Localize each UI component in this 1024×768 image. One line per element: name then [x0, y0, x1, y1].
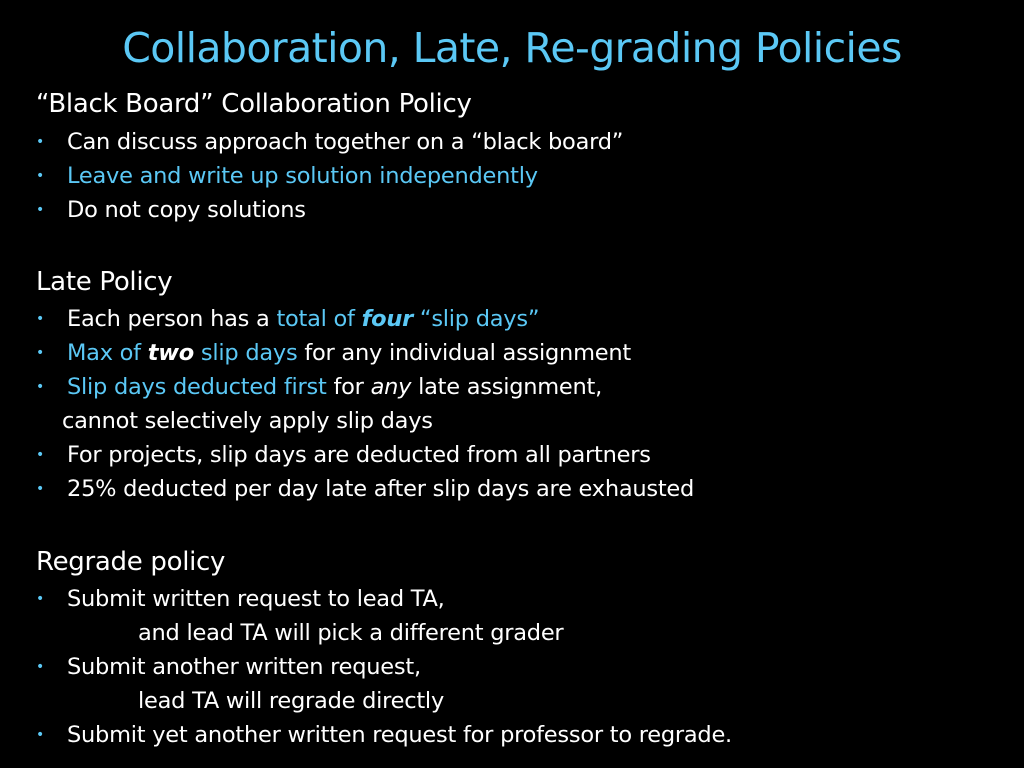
bullet-dot-icon: • — [36, 202, 45, 218]
highlight-text: Slip days deducted first — [67, 374, 327, 400]
text-run: for — [326, 374, 371, 400]
continuation-text: and lead TA will pick a different grader — [138, 620, 564, 646]
bullet-dot-icon: • — [36, 727, 45, 743]
late-policy-heading: Late Policy — [36, 267, 173, 297]
bullet-dot-icon: • — [36, 379, 45, 395]
bullet-dot-icon: • — [36, 659, 45, 675]
text-run: for any individual assignment — [297, 340, 631, 366]
bullet-dot-icon: • — [36, 591, 45, 607]
emphasis-text: two — [147, 340, 195, 366]
collaboration-heading: “Black Board” Collaboration Policy — [36, 89, 472, 119]
continuation-text: lead TA will regrade directly — [138, 688, 445, 714]
text-run: Each person has a — [67, 306, 277, 332]
bullet-text: Submit written request to lead TA, — [67, 586, 445, 612]
bullet-text: Leave and write up solution independently — [67, 163, 538, 189]
bullet-text — [67, 337, 631, 369]
bullet-text: Do not copy solutions — [67, 197, 306, 223]
bullet-dot-icon: • — [36, 447, 45, 463]
highlight-text: total of — [276, 306, 362, 332]
highlight-text: slip days — [194, 340, 298, 366]
emphasis-text: four — [361, 306, 414, 332]
highlight-text: “slip days” — [413, 306, 540, 332]
regrade-policy-heading: Regrade policy — [36, 547, 226, 577]
bullet-text: Can discuss approach together on a “black board” — [67, 129, 624, 155]
slide-title: Collaboration, Late, Re-grading Policies — [122, 24, 902, 72]
bullet-dot-icon: • — [36, 345, 45, 361]
bullet-text: 25% deducted per day late after slip days are exhausted — [67, 476, 695, 502]
bullet-dot-icon: • — [36, 134, 45, 150]
continuation-text: cannot selectively apply slip days — [62, 408, 433, 434]
highlight-text: Max of — [67, 340, 148, 366]
bullet-text: Submit another written request, — [67, 654, 421, 680]
bullet-dot-icon: • — [36, 481, 45, 497]
emphasis-text: any — [370, 374, 412, 400]
bullet-text: For projects, slip days are deducted from all partners — [67, 442, 651, 468]
bullet-text — [67, 371, 602, 403]
bullet-text — [67, 303, 539, 335]
text-run: late assignment, — [411, 374, 602, 400]
bullet-text: Submit yet another written request for professor to regrade. — [67, 722, 732, 748]
bullet-dot-icon: • — [36, 311, 45, 327]
bullet-dot-icon: • — [36, 168, 45, 184]
